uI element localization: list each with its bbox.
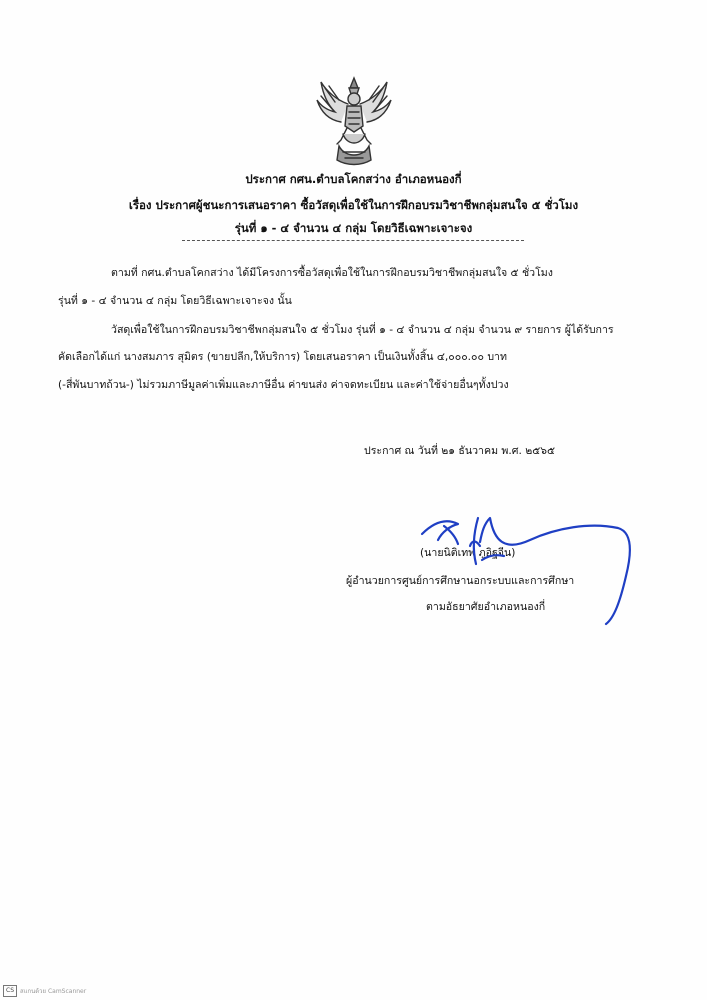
signer-district: ตามอัธยาศัยอำเภอหนองกี่ xyxy=(426,601,546,613)
signer-position: ผู้อำนวยการศูนย์การศึกษานอกระบบและการศึกษา xyxy=(346,575,575,587)
signer-name: (นายนิติเทพ ภูอิฐจีน) xyxy=(420,547,516,559)
announcement-subject: เรื่อง ประกาศผู้ชนะการเสนอราคา ซื้อวัสดุเพื่อใช้ในการฝึกอบรมวิชาชีพกลุ่มสนใจ ๕ ชั่วโมง xyxy=(128,198,579,212)
body-paragraph-2-line-1: วัสดุเพื่อใช้ในการฝึกอบรมวิชาชีพกลุ่มสนใจ ๕ ชั่วโมง รุ่นที่ ๑ - ๔ จำนวน ๔ กลุ่ม จำนวน ๙ รายการ ผู้ได้รับการ xyxy=(111,324,614,336)
garuda-emblem-icon xyxy=(313,74,395,168)
scanner-footer-text: สแกนด้วย CamScanner xyxy=(20,988,87,995)
scanner-footer xyxy=(3,985,86,997)
body-paragraph-1-line-1: ตามที่ กศน.ตำบลโคกสว่าง ได้มีโครงการซื้อวัสดุเพื่อใช้ในการฝึกอบรมวิชาชีพกลุ่มสนใจ ๕ ชั่วโมง xyxy=(111,267,553,279)
body-paragraph-2-line-3: (-สี่พันบาทถ้วน-) ไม่รวมภาษีมูลค่าเพิ่มและภาษีอื่น ค่าขนส่ง ค่าจดทะเบียน และค่าใช้จ่ายอื่นๆทั้งปวง xyxy=(58,379,509,391)
announcement-date: ประกาศ ณ วันที่ ๒๑ ธันวาคม พ.ศ. ๒๕๖๕ xyxy=(364,445,555,457)
body-paragraph-1-line-2: รุ่นที่ ๑ - ๔ จำนวน ๔ กลุ่ม โดยวิธีเฉพาะเจาะจง นั้น xyxy=(58,295,292,307)
handwritten-signature xyxy=(420,512,635,627)
dashed-divider xyxy=(182,240,524,241)
camscanner-logo-icon: CS xyxy=(3,985,17,997)
announcement-subject-cont: รุ่นที่ ๑ - ๔ จำนวน ๔ กลุ่ม โดยวิธีเฉพาะเจาะจง xyxy=(234,221,473,235)
announcement-title: ประกาศ กศน.ตำบลโคกสว่าง อำเภอหนองกี่ xyxy=(245,172,462,186)
body-paragraph-2-line-2: คัดเลือกได้แก่ นางสมภาร สุมิตร (ขายปลีก,ให้บริการ) โดยเสนอราคา เป็นเงินทั้งสิ้น ๔,๐๐๐.๐๐ บาท xyxy=(58,351,507,363)
